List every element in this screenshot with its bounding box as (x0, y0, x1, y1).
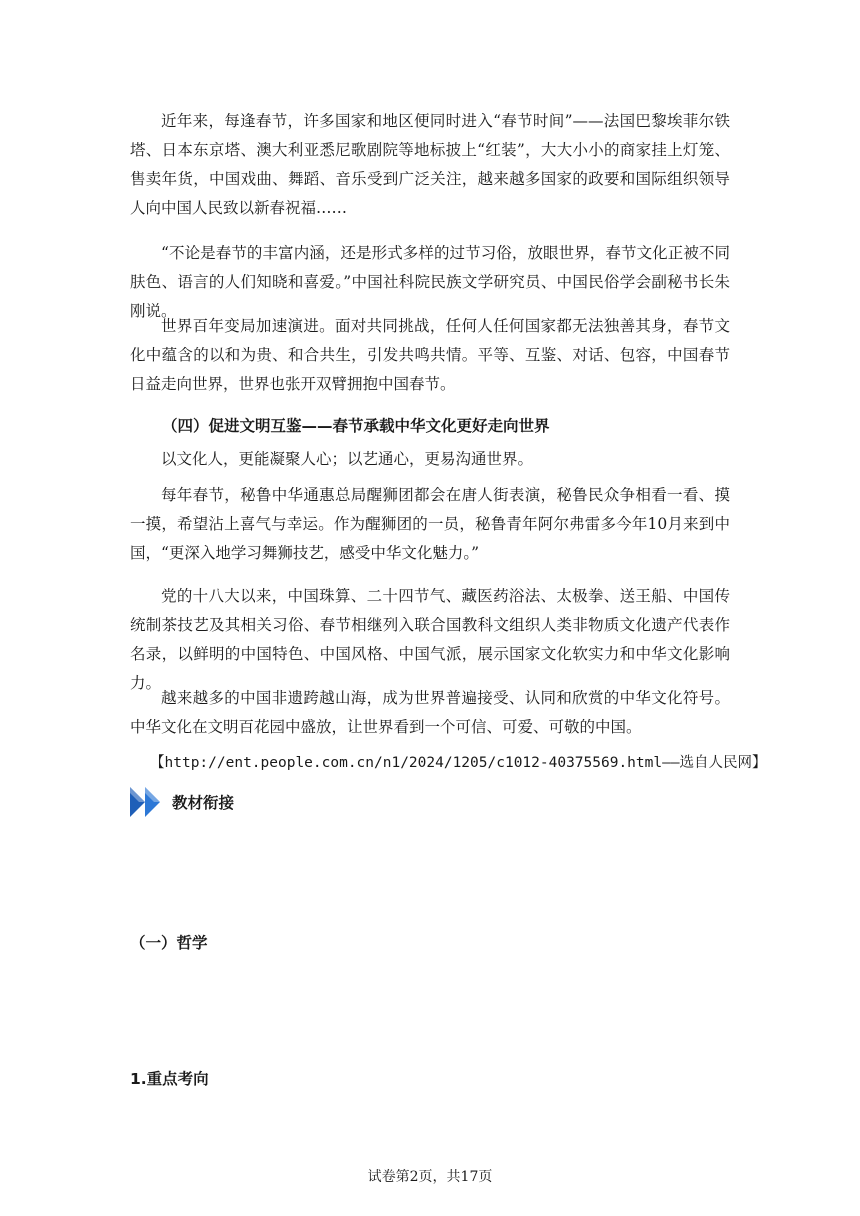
page-footer: 试卷第2页，共17页 (367, 1169, 493, 1185)
banner-label: 教材衔接 (172, 794, 235, 812)
paragraph-culture-connects: 以文化人，更能凝聚人心；以艺通心，更易沟通世界。 (161, 450, 534, 468)
paragraph-cultural-symbols: 越来越多的中国非遗跨越山海，成为世界普遍接受、认同和欣赏的中华文化符号。中华文化在文明百花园中盛放，让世界看到一个可信、可爱、可敬的中国。 (130, 689, 730, 736)
paragraph-world-changes: 世界百年变局加速演进。面对共同挑战，任何人任何国家都无法独善其身，春节文化中蕴含的以和为贵、和合共生，引发共鸣共情。平等、互鉴、对话、包容，中国春节日益走向世界，世界也张开双臂拥抱中国春节。 (130, 317, 730, 393)
subheading-philosophy: （一）哲学 (130, 934, 208, 952)
paragraph-spring-festival-time: 近年来，每逢春节，许多国家和地区便同时进入“春节时间”——法国巴黎埃菲尔铁塔、日本东京塔、澳大利亚悉尼歌剧院等地标披上“红装”，大大小小的商家挂上灯笼、售卖年货，中国戏曲、舞蹈、音乐受到广泛关注，越来越多国家的政要和国际组织领导人向中国人民致以新春祝福…… (130, 112, 730, 217)
textbook-link-banner (128, 784, 234, 820)
section-heading: （四）促进文明互鉴——春节承载中华文化更好走向世界 (162, 417, 550, 435)
subheading-key-focus: 1.重点考向 (130, 1070, 209, 1088)
paragraph-peru-lion-dance: 每年春节，秘鲁中华通惠总局醒狮团都会在唐人街表演，秘鲁民众争相看一看、摸一摸，希望沾上喜气与幸运。作为醒狮团的一员，秘鲁青年阿尔弗雷多今年10月来到中国，“更深入地学习舞狮技艺，感受中华文化魅力。” (130, 486, 730, 562)
double-arrow-icon (128, 784, 168, 820)
paragraph-intangible-heritage: 党的十八大以来，中国珠算、二十四节气、藏医药浴法、太极拳、送王船、中国传统制茶技艺及其相关习俗、春节相继列入联合国教科文组织人类非物质文化遗产代表作名录，以鲜明的中国特色、中国风格、中国气派，展示国家文化软实力和中华文化影响力。 (130, 587, 730, 692)
source-citation: 【http://ent.people.com.cn/n1/2024/1205/c1012-40375569.html——选自人民网】 (150, 755, 767, 771)
paragraph-quote-zhu-gang: “不论是春节的丰富内涵，还是形式多样的过节习俗，放眼世界，春节文化正被不同肤色、语言的人们知晓和喜爱。”中国社科院民族文学研究员、中国民俗学会副秘书长朱刚说。 (130, 244, 730, 320)
